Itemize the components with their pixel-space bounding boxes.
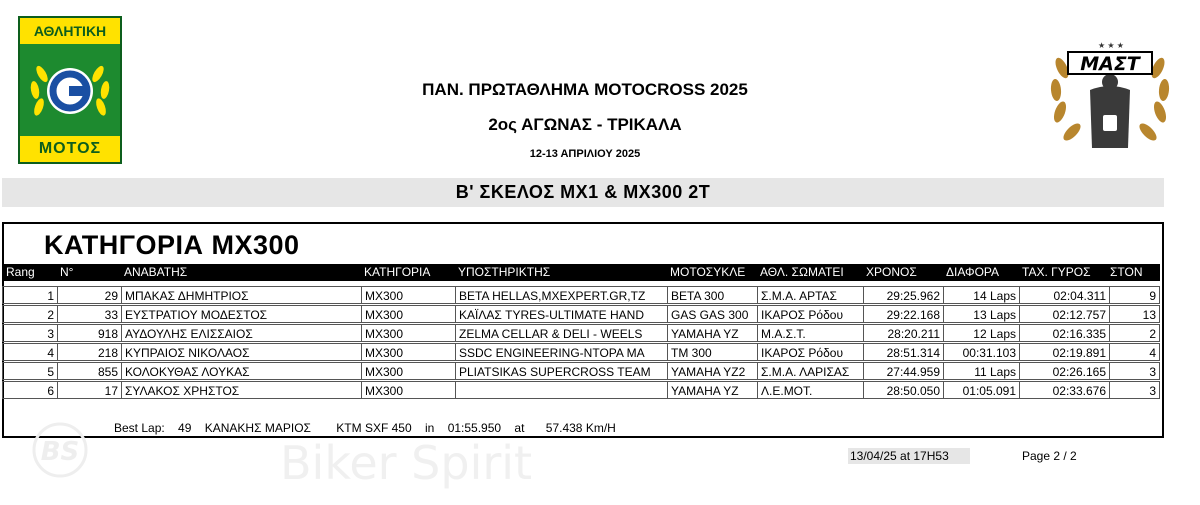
cell-club: Λ.Ε.ΜΟΤ. bbox=[758, 381, 864, 399]
cell-time: 28:50.050 bbox=[864, 381, 944, 399]
cell-difference: 11 Laps bbox=[944, 362, 1020, 380]
col-difference: ΔΙΑΦΟΡΑ bbox=[946, 265, 1000, 279]
cell-sponsor: BETA HELLAS,MXEXPERT.GR,TZ bbox=[456, 286, 668, 304]
mast-club-logo bbox=[1048, 30, 1172, 158]
col-rang: Rang bbox=[6, 265, 35, 279]
best-lap-number: 49 bbox=[178, 421, 192, 435]
col-fast-lap: ΤΑΧ. ΓΥΡΟΣ bbox=[1022, 265, 1091, 279]
cell-sponsor: SSDC ENGINEERING-ΝΤΟΡΑ ΜΑ bbox=[456, 343, 668, 361]
cell-sponsor: ZELMA CELLAR & DELI - WEELS bbox=[456, 324, 668, 342]
col-sponsor: ΥΠΟΣΤΗΡΙΚΤΗΣ bbox=[458, 265, 551, 279]
cell-rider: ΚΟΛΟΚΥΘΑΣ ΛΟΥΚΑΣ bbox=[122, 362, 362, 380]
cell-rang: 1 bbox=[2, 286, 58, 304]
best-lap-line bbox=[114, 421, 626, 435]
watermark-logo-text: BS bbox=[40, 437, 80, 467]
cell-sponsor: PLIATSIKAS SUPERCROSS TEAM bbox=[456, 362, 668, 380]
event-dates: 12-13 ΑΠΡΙΛΙΟΥ 2025 bbox=[529, 148, 641, 160]
col-motorcycle: ΜΟΤΟΣΥΚΛΕ bbox=[670, 265, 746, 279]
cell-difference: 14 Laps bbox=[944, 286, 1020, 304]
cell-motorcycle: YAMAHA YZ2 bbox=[668, 362, 758, 380]
cell-club: ΙΚΑΡΟΣ Ρόδου bbox=[758, 305, 864, 323]
table-row bbox=[2, 362, 1160, 381]
cell-number: 29 bbox=[58, 286, 122, 304]
cell-category: MX300 bbox=[362, 381, 456, 399]
table-row bbox=[2, 286, 1160, 305]
cell-rider: ΕΥΣΤΡΑΤΙΟΥ ΜΟΔΕΣΤΟΣ bbox=[122, 305, 362, 323]
category-title: ΚΑΤΗΓΟΡΙΑ MX300 bbox=[44, 230, 300, 260]
table-row bbox=[2, 343, 1160, 362]
cell-on-lap: 4 bbox=[1110, 343, 1160, 361]
cell-difference: 01:05.091 bbox=[944, 381, 1020, 399]
cell-rang: 3 bbox=[2, 324, 58, 342]
cell-fast-lap: 02:16.335 bbox=[1020, 324, 1110, 342]
cell-category: MX300 bbox=[362, 343, 456, 361]
best-lap-rider: ΚΑΝΑΚΗΣ ΜΑΡΙΟΣ bbox=[204, 421, 311, 435]
best-lap-bike: KTM SXF 450 bbox=[336, 421, 412, 435]
cell-on-lap: 3 bbox=[1110, 381, 1160, 399]
cell-rider: ΚΥΠΡΑΙΟΣ ΝΙΚΟΛΑΟΣ bbox=[122, 343, 362, 361]
mast-logo-text: ΜΑΣΤ bbox=[1080, 53, 1140, 75]
cell-rider: ΣΥΛΑΚΟΣ ΧΡΗΣΤΟΣ bbox=[122, 381, 362, 399]
best-lap-label: Best Lap: bbox=[114, 421, 165, 435]
cell-difference: 12 Laps bbox=[944, 324, 1020, 342]
results-header-row bbox=[2, 264, 1160, 281]
cell-club: Σ.Μ.Α. ΛΑΡΙΣΑΣ bbox=[758, 362, 864, 380]
cell-time: 28:20.211 bbox=[864, 324, 944, 342]
table-row bbox=[2, 381, 1160, 400]
best-lap-in-label: in bbox=[425, 421, 435, 435]
cell-time: 29:25.962 bbox=[864, 286, 944, 304]
cell-rang: 6 bbox=[2, 381, 58, 399]
logo-top-text: ΑΘΛΗΤΙΚΗ bbox=[20, 18, 120, 44]
cell-number: 33 bbox=[58, 305, 122, 323]
cell-club: Σ.Μ.Α. ΑΡΤΑΣ bbox=[758, 286, 864, 304]
cell-rang: 4 bbox=[2, 343, 58, 361]
cell-fast-lap: 02:33.676 bbox=[1020, 381, 1110, 399]
cell-time: 28:51.314 bbox=[864, 343, 944, 361]
cell-number: 17 bbox=[58, 381, 122, 399]
cell-motorcycle: YAMAHA YZ bbox=[668, 324, 758, 342]
cell-motorcycle: BETA 300 bbox=[668, 286, 758, 304]
cell-number: 918 bbox=[58, 324, 122, 342]
cell-category: MX300 bbox=[362, 362, 456, 380]
athletic-moto-logo bbox=[18, 16, 122, 164]
table-row bbox=[2, 305, 1160, 324]
cell-club: Μ.Α.Σ.Τ. bbox=[758, 324, 864, 342]
cell-category: MX300 bbox=[362, 286, 456, 304]
col-rider: ΑΝΑΒΑΤΗΣ bbox=[124, 265, 188, 279]
col-category: ΚΑΤΗΓΟΡΙΑ bbox=[364, 265, 431, 279]
event-title: 2ος ΑΓΩΝΑΣ - ΤΡΙΚΑΛΑ bbox=[488, 115, 682, 134]
cell-fast-lap: 02:26.165 bbox=[1020, 362, 1110, 380]
watermark-text: Biker Spirit bbox=[280, 436, 533, 490]
col-time: ΧΡΟΝΟΣ bbox=[866, 265, 917, 279]
col-club: ΑΘΛ. ΣΩΜΑΤΕΙ bbox=[760, 265, 844, 279]
cell-rider: ΑΥΔΟΥΛΗΣ ΕΛΙΣΣΑΙΟΣ bbox=[122, 324, 362, 342]
laurel-g-icon bbox=[20, 44, 120, 136]
cell-time: 29:22.168 bbox=[864, 305, 944, 323]
cell-sponsor: ΚΑΪΛΑΣ TYRES-ULTIMATE HAND bbox=[456, 305, 668, 323]
cell-difference: 00:31.103 bbox=[944, 343, 1020, 361]
col-on-lap: ΣΤΟΝ bbox=[1110, 265, 1143, 279]
report-timestamp: 13/04/25 at 17H53 bbox=[848, 448, 970, 464]
stage-title: Β' ΣΚΕΛΟΣ MX1 & MX300 2T bbox=[2, 178, 1164, 207]
cell-fast-lap: 02:19.891 bbox=[1020, 343, 1110, 361]
cell-rang: 5 bbox=[2, 362, 58, 380]
logo-bottom-text: ΜΟΤΟΣ bbox=[20, 136, 120, 162]
best-lap-speed: 57.438 Km/H bbox=[545, 421, 616, 435]
cell-rider: ΜΠΑΚΑΣ ΔΗΜΗΤΡΙΟΣ bbox=[122, 286, 362, 304]
cell-category: MX300 bbox=[362, 305, 456, 323]
cell-on-lap: 13 bbox=[1110, 305, 1160, 323]
cell-fast-lap: 02:12.757 bbox=[1020, 305, 1110, 323]
cell-on-lap: 3 bbox=[1110, 362, 1160, 380]
biker-spirit-watermark-logo bbox=[20, 420, 100, 480]
svg-text:★ ★ ★: ★ ★ ★ bbox=[1098, 41, 1124, 50]
cell-category: MX300 bbox=[362, 324, 456, 342]
page-number: Page 2 / 2 bbox=[1022, 449, 1077, 463]
cell-motorcycle: GAS GAS 300 bbox=[668, 305, 758, 323]
cell-fast-lap: 02:04.311 bbox=[1020, 286, 1110, 304]
cell-on-lap: 2 bbox=[1110, 324, 1160, 342]
results-table bbox=[2, 286, 1160, 400]
cell-club: ΙΚΑΡΟΣ Ρόδου bbox=[758, 343, 864, 361]
cell-number: 218 bbox=[58, 343, 122, 361]
table-row bbox=[2, 324, 1160, 343]
cell-motorcycle: TM 300 bbox=[668, 343, 758, 361]
best-lap-at-label: at bbox=[514, 421, 525, 435]
best-lap-time: 01:55.950 bbox=[447, 421, 502, 435]
cell-sponsor bbox=[456, 381, 668, 399]
cell-difference: 13 Laps bbox=[944, 305, 1020, 323]
cell-time: 27:44.959 bbox=[864, 362, 944, 380]
cell-number: 855 bbox=[58, 362, 122, 380]
cell-motorcycle: YAMAHA YZ bbox=[668, 381, 758, 399]
cell-rang: 2 bbox=[2, 305, 58, 323]
championship-title: ΠΑΝ. ΠΡΩΤΑΘΛΗΜΑ MOTOCROSS 2025 bbox=[422, 80, 748, 99]
cell-on-lap: 9 bbox=[1110, 286, 1160, 304]
col-number: N° bbox=[60, 265, 74, 279]
